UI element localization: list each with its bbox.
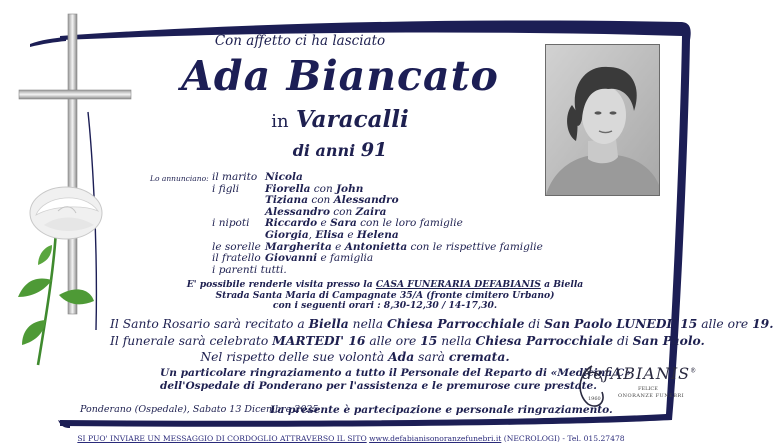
announcer-label: Lo annunciano: <box>150 174 209 183</box>
visit-info: E' possibile renderle visita presso la CASA FUNERARIA DEFABIANIS a Biella Strada Santa Maria di Campagnate 35/A (fronte cimitero Urbano) con i seguenti orari : 8,30-12,30 / 14-17,30. <box>170 280 600 312</box>
ceremony-info <box>110 316 773 366</box>
funeral-home-name: CASA FUNERARIA DEFABIANIS <box>375 279 541 290</box>
age-value: 91 <box>360 139 388 161</box>
relation-relatives: i parenti tutti. <box>212 263 287 276</box>
age-text <box>250 139 430 161</box>
relation-brother: il fratello <box>212 252 261 265</box>
visit-address: Strada Santa Maria di Campagnate 35/A (fronte cimitero Urbano) <box>215 289 555 301</box>
family-names: Fiorella con John <box>265 182 364 195</box>
family-names: Alessandro con Zaira <box>265 205 387 218</box>
white-rose-icon <box>14 185 104 370</box>
footer-contact: (NECROLOGI) - Tel. 015.27478 <box>503 434 625 443</box>
family-names: Tiziana con Alessandro <box>265 194 399 207</box>
footer-text <box>0 434 702 443</box>
intro-text: Con affetto ci ha lasciato <box>214 33 386 49</box>
funeral-line: Il funerale sarà celebrato MARTEDI' 16 alle ore 15 nella Chiesa Parrocchiale di San Paolo. <box>110 332 705 348</box>
family-names: Nicola <box>265 171 303 183</box>
footer-message: SI PUO' INVIARE UN MESSAGGIO DI CORDOGLIO ATTRAVERSO IL SITO <box>77 434 367 443</box>
rosary-line: Il Santo Rosario sarà recitato a Biella nella Chiesa Parrocchiale di San Paolo LUNEDI' 15 alle ore 19. <box>110 316 773 331</box>
relation-husband: il marito <box>212 171 258 183</box>
cremation-line: Nel rispetto delle sue volontà Ada sarà cremata. <box>200 349 510 364</box>
married-name <box>220 106 460 133</box>
family-names: Giovanni e famiglia <box>265 252 374 265</box>
relation-children: i figli <box>212 182 240 195</box>
age-prefix: di anni <box>292 141 356 160</box>
defabianis-logo <box>572 360 698 415</box>
visit-hours: con i seguenti orari : 8,30-12,30 / 14-17,30. <box>272 300 498 312</box>
relation-sisters: le sorelle <box>212 240 261 253</box>
logo-text: defABIANIS® <box>582 364 698 383</box>
family-names: Margherita e Antonietta con le rispettive famiglie <box>265 240 543 253</box>
married-surname: Varacalli <box>295 106 409 133</box>
logo-year: 1960 <box>588 396 601 402</box>
portrait-photo <box>545 44 660 196</box>
website-link[interactable]: www.defabianisonoranzefunebri.it <box>369 434 502 443</box>
thanks-text: Un particolare ringraziamento a tutto il Personale del Reparto di «Medicina C» dell'Ospedale di Ponderano per l'assistenza e le premurose cure prestate. <box>160 367 631 392</box>
deceased-name: Ada Biancato <box>181 52 499 100</box>
logo-felice: FELICE <box>638 386 658 392</box>
family-list <box>150 172 550 277</box>
participation-text: La presente è partecipazione e personale ringraziamento. <box>270 404 613 416</box>
married-prefix: in <box>271 111 289 132</box>
logo-onoranze: ONORANZE FUNEBRI <box>618 393 685 399</box>
place-date: Ponderano (Ospedale), Sabato 13 Dicembre 2025 <box>80 404 319 415</box>
family-names: Giorgia, Elisa e Helena <box>265 229 399 241</box>
family-names: Riccardo e Sara con le loro famiglie <box>265 217 463 230</box>
relation-grandchildren: i nipoti <box>212 217 250 230</box>
